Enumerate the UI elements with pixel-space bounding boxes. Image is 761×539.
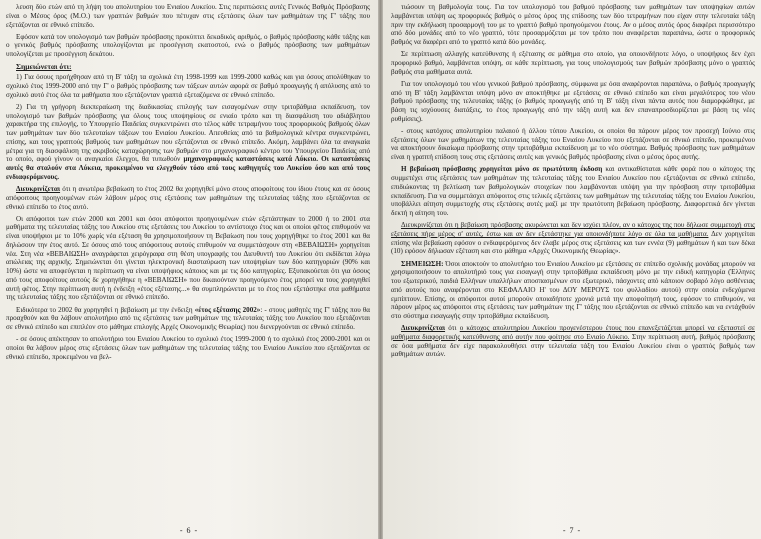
paragraph bbox=[6, 103, 370, 182]
paragraph bbox=[391, 221, 755, 256]
section-heading: Σημειώνεται ότι: bbox=[16, 62, 72, 72]
paragraph bbox=[391, 324, 755, 359]
paragraph bbox=[6, 33, 370, 59]
right-page bbox=[383, 0, 761, 539]
paragraph-continuation: Στην περίπτωση αυτή, βαθμός πρόσβασης σε όσα μαθήματα δεν είχε παρακολουθήσει στην τελευταία τάξη του Ενιαίου Λυκείου είναι ο γραπτός βαθμός των μαθημάτων αυτών. bbox=[391, 332, 755, 359]
paragraph-emphasis: «έτος εξέτασης 2002» bbox=[194, 305, 261, 314]
paragraph-text: ότι η ανωτέρω βεβαίωση το έτος 2002 θα χορηγηθεί μόνο στους αποφοίτους του ίδιου έτους και σε όσους απόφοιτους προηγουμένων ετών λάβουν μέρος στις εξετάσεις των μαθημάτων της τελευταίας τάξης που εξετάζονται σε εθνικό επίπεδο το έτος αυτό. bbox=[6, 185, 370, 211]
paragraph-continuation: Δεν χορηγείται επίσης νέα βεβαίωση εφόσον ο ενδιαφερόμενος δεν έλαβε μέρος στις εξετάσεις και των εννέα (9) μαθημάτων ή και των δέκα (10) εφόσον δήλωσαν εξέταση και στο μάθημα «Αρχές Οικονομικής Θεωρίας». bbox=[391, 229, 756, 256]
paragraph-lead: Διευκρινίζεται bbox=[401, 324, 446, 333]
page-number: - 7 - bbox=[562, 526, 582, 535]
paragraph bbox=[6, 3, 370, 29]
paragraph-text: - στους κατόχους απολυτηρίου παλαιού ή άλλου τύπου Λυκείου, οι οποίοι θα πάρουν μέρος τον προσεχή Ιούνιο στις εξετάσεις όλων των μαθημάτων της τελευταίας τάξης του Ενιαίου Λυκείου που εξετάζονται σε εθνικό επίπεδο, προκειμένου να αποκτήσουν δικαίωμα πρόσβασης στην τριτοβάθμια εκπαίδευση με το νέο σύστημα. Βαθμός πρόσβασης των μαθημάτων είναι η γραπτή επίδοση τους στις εξετάσεις αυτές και γενικός βαθμός πρόσβασης είναι ο μέσος όρος αυτής. bbox=[391, 126, 755, 162]
paragraph-text: Για τον υπολογισμό του νέου γενικού βαθμού πρόσβασης, σύμφωνα με όσα αναφέρονται παραπάνω, ο βαθμός προαγωγής από τη Β' τάξη λαμβάνεται υπόψη μόνο αν αποκτήθηκε με εξετάσεις σε εθνικό επίπεδο και είναι μεγαλύτερος του νέου βαθμού πρόσβασης της τελευταίας τάξης (ο βαθμός προαγωγής από τη Β' τάξη είναι πάντα αυτός που διαμορφώθηκε, με βάση τις ισχύουσες διατάξεις, το έτος προαγωγής από την τάξη αυτή και δεν επαναπροσδιορίζεται με βάση τις νέες ρυθμίσεις). bbox=[391, 79, 755, 123]
paragraph bbox=[391, 127, 755, 162]
page-number: - 6 - bbox=[179, 526, 199, 535]
paragraph-text: Όσοι αποκτούν το απολυτήριο του Ενιαίου Λυκείου με εξετάσεις σε επίπεδο σχολικής μονάδας μπορούν να χρησιμοποιήσουν το απολυτήριό τους για εισαγωγή στην τριτοβάθμια εκπαίδευση μόνο με την ειδική κατηγορία (Έλληνες του εξωτερικού, παιδιά Ελλήνων υπαλλήλων αποσπασμένων στο εξωτερικό, πάσχοντες από κάποιον σοβαρό λόγο ασθένειας από αυτούς που αναφέρονται στο ΚΕΦΑΛΑΙΟ Η' του ΔΟΥ ΜΕΡΟΥΣ του φυλλαδίου αυτού) στην οποία ενδεχόμενα εμπίπτουν. Επίσης, οι απόφοιτοι αυτοί μπορούν οποιαδήποτε χρονιά μετά την αποφοίτησή τους, εφόσον το επιθυμούν, να πάρουν μέρος ως απόφοιτοι στις εξετάσεις των μαθημάτων της Γ' τάξης που εξετάζονται σε εθνικό επίπεδο και να εντάχθούν στο σύστημα εισαγωγής στην τριτοβάθμια εκπαίδευση. bbox=[391, 259, 755, 321]
paragraph-lead: Η βεβαίωση πρόσβασης χορηγείται μόνο σε πρωτότυπη έκδοση bbox=[401, 165, 603, 174]
paragraph-text: 1) Για όσους προήχθησαν από τη Β' τάξη τα σχολικά έτη 1998-1999 και 1999-2000 καθώς και για όσους απολύθηκαν το σχολικό έτος 1999-2000 από την Γ' ο βαθμός πρόσβασης των τάξεων αυτών αφορά σε βαθμό προαγωγής ή απόλυσης από το σχολικό αυτό έτος όλα τα μαθήματα που εξετάζονταν γραπτά εξεταζόμενα σε εθνικό επίπεδο. bbox=[6, 73, 370, 99]
paragraph bbox=[391, 50, 755, 76]
paragraph bbox=[391, 80, 755, 124]
paragraph-continuation: : - στους μαθητές της Γ' τάξης που θα προαχθούν και θα λάβουν απολυτήριο από τις εξετάσεις των μαθημάτων της τελευταίας τάξης του Λυκείου που εξετάζονται σε εθνικό επίπεδο και επιπλέον στο μάθημα επιλογής Αρχές Οικονομικής Θεωρίας) που διενεργούνται σε εθνικό επίπεδο. bbox=[6, 305, 370, 332]
paragraph-text: Οι απόφοιτοι των ετών 2000 και 2001 και όσοι απόφοιτοι προηγουμένων ετών εξετάστηκαν το 2000 ή το 2001 στα μαθήματα της τελευταίας τάξης του Λυκείου στις εξετάσεις του Λυκείου το αντίστοιχο έτος και οι οποίοι φέτος επιθυμούν να είναι υποψήφιοι με το 10% χωρίς νέα εξέταση θα χρησιμοποιήσουν τη Βεβαίωση που τους χορηγήθηκε το έτος 2001 και θα δηλώσουν την έτος αυτό. Σε όσους από τους απόφοιτους αυτούς επιθυμούν να συμμετάσχουν στη «ΒΕΒΑΙΩΣΗ» χορηγείται νέα. Στη νέα «ΒΕΒΑΙΩΣΗ» αναγράφεται χειρόγραφα στη θέση υπογραφής του Διευθυντή του Λυκείου ότι εκδίδεται λόγω απώλειας της αρχικής. Σημειώνεται ότι γίνεται ηλεκτρονική διασταύρωση των υποψηφίων των δύο κατηγοριών (90% και 10%) ώστε να αποφεύγεται η περίπτωση να είναι υποψήφιος κάποιος και με τις δύο κατηγορίες. Εξυπακούεται ότι για όσους από τους αποφοίτους αυτούς δε χορηγήθηκε η «ΒΕΒΑΙΩΣΗ» που δικαιούνταν προηγούμενο έτος μπορεί να τους χορηγηθεί αυτή φέτος. Στην περίπτωση αυτή η ένδειξη «έτος εξέτασης...» θα συμπληρώνεται με το έτος που εξετάστηκε στα μαθήματα της τελευταίας τάξης που εξετάζονται σε εθνικό επίπεδο. bbox=[6, 214, 370, 302]
paragraph-underlined: ο κάτοχος απολυτηρίου Λυκείου προγενέστερου έτους που επανεξετάζεται μπορεί να εξεταστεί σε μαθήματα διαφορετικής κατεύθυνσης από αυτήν που φοίτησε στο Ενιαίο Λύκειο. bbox=[391, 324, 755, 341]
paragraph bbox=[6, 185, 370, 211]
paragraph-lead: Διευκρινίζεται bbox=[16, 185, 61, 194]
paragraph-text: τιώσουν τη βαθμολογία τους. Για τον υπολογισμό του βαθμού πρόσβασης των μαθημάτων των υποψηφίων αυτών λαμβάνεται υπόψη ως προφορικός βαθμός ο μέσος όρος της επίδοσης των δύο τετραμήνων που είχαν στην τελευταία τάξη πριν την εκδήλωση προσαρμογή του με το γραπτό βαθμό προηγούμενου έτους. Αν ο μέσος αυτός όρος διαφέρει περισσότερο από δύο μονάδες από το νέο γραπτό, τότε προσαρμόζεται με τον τρόπο που αναφέρεται παραπάνω, ώστε ο προφορικός βαθμός να διαφέρει από το γραπτό κατά δύο μονάδες. bbox=[391, 3, 755, 46]
paragraph-text: Διευκρινίζεται ότι η βεβαίωση πρόσβασης ακυρώνεται και δεν ισχύει πλέον, αν ο κάτοχος της που δήλωσε συμμετοχή στις εξετάσεις πήρε μέρος σ' αυτές, έστω και αν δεν εξετάστηκε για οποιονδήποτε λόγο σε όλα τα μαθήματα. bbox=[391, 221, 755, 238]
paragraph-text: - σε όσους απέκτησαν το απολυτήριο του Ενιαίου Λυκείου το σχολικό έτος 1999-2000 ή το σχολικό έτος 2000-2001 και οι οποίοι θα λάβουν μέρος στις εξετάσεις όλων των μαθημάτων της τελευταίας τάξης του Ενιαίου Λυκείου που εξετάζονται σε εθνικό επίπεδο, προκειμένου να βελ- bbox=[6, 335, 370, 361]
paragraph bbox=[6, 306, 370, 332]
paragraph-text: λευση δύο ετών από τη λήψη του απολυτηρίου του Ενιαίου Λυκείου. Στις περιπτώσεις αυτές Γενικός Βαθμός Πρόσβασης είναι ο Μέσος όρος (Μ.Ο.) των γραπτών βαθμών που πέτυχαν στις εξετάσεις όλων των μαθημάτων της Γ' τάξης που εξετάζονται σε εθνικό επίπεδο. bbox=[6, 3, 370, 29]
paragraph-text: ότι bbox=[445, 324, 460, 333]
paragraph bbox=[391, 260, 755, 321]
paragraph-text: 2) Για τη γρήγορη διεκπεραίωση της διαδικασίας επιλογής των εισαγομένων στην τριτοβάθμια εκπαίδευση, τον υπολογισμό των βαθμών πρόσβασης για όλους τους υποψηφίους σε ενιαίο τρόπο και τη διασφάλιση του αδιάβλητου χαρακτήρα της επιλογής, το Υπουργείο Παιδείας συγκεντρώνει στο τέλος κάθε τετραμήνου τους προφορικούς βαθμούς όλων των μαθημάτων των δύο τελευταίων τάξεων του Ενιαίου Λυκείου. Απευθείας από τα βαθμολογικά κέντρα συγκεντρώνει, επίσης, και τους γραπτούς βαθμούς των μαθημάτων που εξετάζονται σε εθνικό επίπεδο. Ακόμη, λαμβάνει όλα τα αναγκαία μέτρα για τη διασφάλιση της ακριβούς καταχώρησης των βαθμών στο μηχανογραφικό κέντρο του Υπουργείου Παιδείας από το οποίο, αφού γίνουν οι αναγκαίοι έλεγχοι, θα τυπωθούν bbox=[6, 102, 370, 164]
paragraph bbox=[391, 3, 755, 47]
paragraph bbox=[391, 165, 755, 218]
paragraph-text: Σε περίπτωση αλλαγής κατεύθυνσης ή εξέτασης σε μάθημα στο οποίο, για οποιονδήποτε λόγο, ο υποψήφιος δεν έχει προφορικό βαθμό, λαμβάνεται υπόψη, σε κάθε περίπτωση, για τους υπολογισμούς των βαθμών πρόσβασης μόνο ο γραπτός βαθμός στα μαθήματα αυτά. bbox=[391, 50, 755, 76]
paragraph bbox=[6, 215, 370, 303]
paragraph-text: Εφόσον κατά τον υπολογισμό των βαθμών πρόσβασης προκύπτει δεκαδικός αριθμός, ο βαθμός πρόσβασης κάθε τάξης και ο γενικός βαθμός πρόσβασης υπολογίζονται με προσέγγιση εκατοστού, ενώ ο βαθμός πρόσβασης των μαθημάτων υπολογίζεται με προσέγγιση δεκάτου. bbox=[6, 32, 370, 59]
paragraph-lead: ΣΗΜΕΙΩΣΗ: bbox=[401, 259, 444, 268]
paragraph bbox=[6, 335, 370, 361]
left-page bbox=[0, 0, 378, 539]
paragraph bbox=[6, 73, 370, 99]
paragraph-emphasis: μηχανογραφικές καταστάσεις κατά Λύκειο. Οι καταστάσεις αυτές θα σταλούν στα Λύκεια, προκειμένου να ελεγχθούν τόσο από τους καθηγητές του Λυκείου όσο και από τους ενδιαφερόμενους. bbox=[6, 155, 371, 181]
paragraph-text: και αντικαθίσταται κάθε φορά που ο κάτοχος της συμμετέχει στις εξετάσεις των μαθημάτων της τελευταίας τάξης του Ενιαίου Λυκείου που εξετάζονται σε εθνικό επίπεδο, επιδιώκοντας τη βελτίωση των βαθμολογικών στοιχείων που λαμβάνονται υπόψη για την πρόσβαση στην τριτοβάθμια εκπαίδευση. Για να συμμετάσχει απόφοιτος στις τελικές εξετάσεις των μαθημάτων της τελευταίας τάξης του Ενιαίου Λυκείου, υποβάλλει αίτηση συμμετοχής στις εξετάσεις αυτές μαζί με την πρωτότυπη βεβαίωση πρόσβασης. Διαφορετικά δεν γίνεται δεκτή η αίτηση του. bbox=[391, 165, 755, 218]
paragraph-text: Ειδικότερα το 2002 θα χορηγηθεί η βεβαίωση με την ένδειξη bbox=[16, 305, 195, 314]
